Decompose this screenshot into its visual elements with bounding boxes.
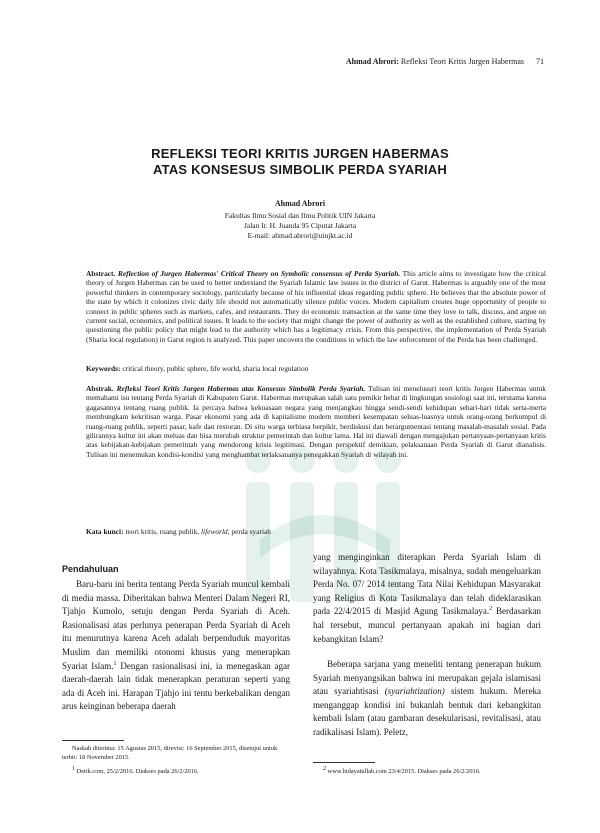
abstract-english <box>86 269 546 344</box>
keywords-id-text: teori kritis, ruang publik, <box>125 527 200 536</box>
body-right-text-tail: Berdasarkan hal tersebut, muncul pertanyaan apakah ini bagian dari kebangkitan Islam? <box>313 606 541 644</box>
footnote-ref-2[interactable]: 2 <box>489 606 493 613</box>
keywords-id-label: Kata kunci: <box>86 527 124 536</box>
page-number: 71 <box>536 57 544 66</box>
keywords-id-italic: lifeworld <box>201 527 228 536</box>
article-title-line2: ATAS KONSESUS SIMBOLIK PERDA SYARIAH <box>153 162 447 177</box>
body-left-paragraph <box>62 578 290 714</box>
body-right-p2-tail: sistem hukum. Mereka menganggap kondisi ini bukanlah bentuk dari kebangkitan kembali Islam (atau gambaran desekularisasi, revitalisasi, atau radikalisasi Islam). Peletz, <box>313 686 541 737</box>
body-right-p2-text: Beberapa sarjana yang meneliti tentang penerapan hukum Syariah menyangsikan bahwa ini merupakan gejala islamisasi atau syariahtisasi <box>313 659 541 697</box>
keywords-english <box>86 364 546 373</box>
body-right-text: yang menginginkan diterapkan Perda Syariah Islam di wilayahnya. Kota Tasikmalaya, misalnya, sudah mengeluarkan Perda No. 07/ 2014 tentang Tata Nilai Kehidupan Masyarakat yang Religius di Kota Tasikmalaya dan telah dideklarasikan pada 22/4/2015 di Masjid Agung Tasikmalaya. <box>313 552 541 617</box>
article-title <box>60 146 540 178</box>
footnote-rule-right <box>313 762 375 763</box>
body-right-paragraph-2 <box>313 658 541 740</box>
abstract-en-label: Abstract. <box>86 269 116 278</box>
footnote-2-number: 2 <box>323 765 326 772</box>
abstract-en-title: Reflection of Jurgen Habermas' Critical Theory on Symbolic consensus of Perda Syariah. <box>117 269 401 278</box>
affiliation <box>60 211 540 241</box>
running-head-title: Refleksi Teori Kritis Jurgen Habermas <box>400 57 524 66</box>
keywords-en-label: Keywords: <box>86 364 121 373</box>
footnote-1-text: Detik.com, 25/2/2016. Diakses pada 26/2/2016. <box>75 768 199 775</box>
abstract-id-label: Abstrak. <box>86 384 114 393</box>
footnote-1-number: 1 <box>72 765 75 772</box>
footnote-received: Naskah diterima: 15 Agustus 2015, direvisi: 16 September 2015, disetujui untuk terbit: 18 November 2015. <box>62 745 278 761</box>
running-head-author: Ahmad Abrori: <box>345 57 399 66</box>
affiliation-line2: Jalan Ir. H. Juanda 95 Ciputat Jakarta <box>243 221 357 230</box>
running-head <box>344 57 544 66</box>
abstract-id-text: Tulisan ini menelusuri teori kritis Jurgen Habermas untuk memahami isu tentang Perda Syariah di Kabupaten Garut. Habermas merupakan salah satu pemikir hebat di lingkungan sosiologi saat ini, terutama karena gagasannya tentang ruang publik. Ia percaya bahwa kekuasaan negara yang menjangkau hingga sendi-sendi kehidupan sehari-hari tidak serta-merta membungkam kekritisan warga. Pasar ekonomi yang ada di kapitalisme modern memberi kesempatan seluas-luasnya untuk orang-orang berkumpul di ruang-ruang publik, seperti pasar, kafe dan restoran. Di situ warga terbiasa berpikir, berdiskusi dan berargumentasi tentang masalah-masalah sosial. Pada gilirannya kultur ini akan meluas dan bisa merubah struktur pemerintah dan kultur lama. Hal ini diawali dengan mengajukan pertanyaan-pertanyaan kritis atas kebijakan-kebijakan pemerintah yang mendorong krisis legitimasi. Dengan perspektif demikian, pelaksanaan Perda Syariah di Garut dianalisis. Tulisan ini menemukan kondisi-kondisi yang menghambat terlaksananya penegakkan Syariah di wilayah ini. <box>86 384 546 459</box>
author-email: E-mail: ahmad.abrori@uinjkt.ac.id <box>247 231 353 240</box>
footnote-ref-1[interactable]: 1 <box>113 660 117 667</box>
body-left-text-tail: Dengan rasionalisasi ini, ia menegaskan agar daerah-daerah lain tidak menerapkan peraturan seperti yang ada di Aceh ini. Harapan Tjahjo ini tentu berkebalikan dengan arus keinginan beberapa daerah <box>62 660 290 712</box>
keywords-en-text: critical theory, public sphere, life world, sharia local regulation <box>122 364 309 373</box>
section-heading: Pendahuluan <box>62 564 119 574</box>
affiliation-line1: Fakultas Ilmu Sosial dan Ilmu Politik UIN Jakarta <box>224 211 376 220</box>
footnote-2-text: www.hidayatullah.com 23/4/2015. Diakses pada 26/2/2016. <box>326 768 481 775</box>
abstract-indonesian <box>86 384 546 459</box>
footnote-rule-left <box>62 740 124 741</box>
keywords-id-tail: , perda syariah <box>227 527 272 536</box>
footnote-2 <box>313 767 541 776</box>
article-title-line1: REFLEKSI TEORI KRITIS JURGEN HABERMAS <box>151 146 449 161</box>
abstract-en-text: This article aims to investigate how the critical theory of Jurgen Habermas can be used to better understand the Syariah Islamic law issues in the district of Garut. Habermas is arguably one of the most powerful thinkers in contemporary sociology, particularly because of his influential ideas regarding public sphere. He believes that the absolute power of the state by which it colonizes civic daily life should not automatically silence public voices. Modern capitalism creates huge opportunity of people to connect in public spheres such as markets, cafes, and restaurants. They do economic transaction at the same time they love to talk, discuss, and argue on current social, economics, and political issues. It leads to the society that might change the power of authority as well as the established culture, starting by questioning the public policy that might lead to the authority which has a legitimacy crisis. From this perspective, the implementation of Perda Syariah (Sharia local regulation) in Garut region is analyzed. This paper uncovers the conditions in which the law enforcement of the Perda has been challenged. <box>86 269 546 344</box>
article-author: Ahmad Abrori <box>274 199 326 208</box>
body-right-p2-italic: (syariahtization) <box>384 686 445 697</box>
body-left-text: Baru-baru ini berita tentang Perda Syariah muncul kembali di media massa. Diberitakan bahwa Menteri Dalam Negeri RI, Tjahjo Kumolo, setuju dengan Perda Syariah di Aceh. Rasionalisasi atas perlunya penerapan Perda Syariah di Aceh itu menurutnya karena Aceh adalah berpenduduk mayoritas Muslim dan memiliki otonomi khusus yang menerapkan Syariat Islam. <box>62 579 290 671</box>
body-right-paragraph-1 <box>313 551 541 646</box>
footnote-1 <box>62 767 290 776</box>
abstract-id-title: Refleksi Teori Kritis Jurgen Habermas atas Konsesus Simbolik Perda Syariah. <box>116 384 366 393</box>
keywords-indonesian <box>86 527 546 536</box>
